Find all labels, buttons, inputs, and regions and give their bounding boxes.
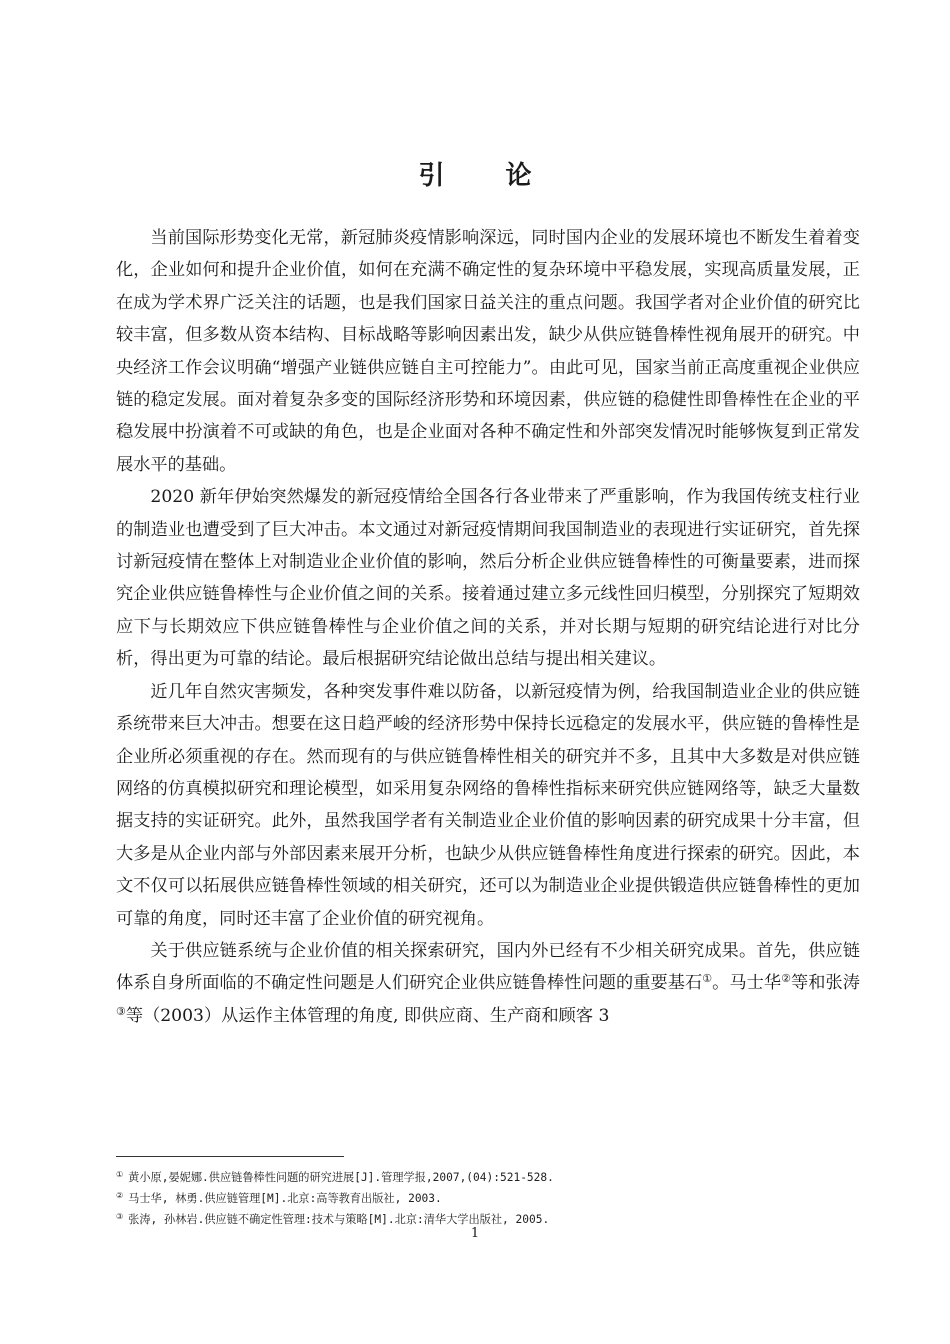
footnote-mark: ② [116, 1191, 124, 1200]
footnote [116, 1166, 860, 1187]
text-segment: 等（2003）从运作主体管理的角度, 即供应商、生产商和顾客 3 [125, 1005, 610, 1026]
chapter-title: 引 论 [418, 161, 558, 191]
text-segment: 等和张涛 [791, 973, 860, 994]
footnote-ref-1[interactable]: ① [702, 972, 713, 986]
footnote-text: 张涛, 孙林岩.供应链不确定性管理:技术与策略[M].北京:清华大学出版社, 2005. [128, 1213, 550, 1226]
footnote-text: 马士华, 林勇.供应链管理[M].北京:高等教育出版社, 2003. [128, 1192, 442, 1205]
paragraph: 当前国际形势变化无常，新冠肺炎疫情影响深远，同时国内企业的发展环境也不断发生着着变化，企业如何和提升企业价值，如何在充满不确定性的复杂环境中平稳发展，实现高质量发展，正在成为学术界广泛关注的话题，也是我们国家日益关注的重点问题。我国学者对企业价值的研究比较丰富，但多数从资本结构、目标战略等影响因素出发，缺少从供应链鲁棒性视角展开的研究。中央经济工作会议明确“增强产业链供应链自主可控能力”。由此可见，国家当前正高度重视企业供应链的稳定发展。面对着复杂多变的国际经济形势和环境因素，供应链的稳健性即鲁棒性在企业的平稳发展中扮演着不可或缺的角色，也是企业面对各种不确定性和外部突发情况时能够恢复到正常发展水平的基础。 [116, 228, 860, 475]
page-number: 1 [470, 1226, 480, 1241]
footnotes [116, 1166, 860, 1229]
footnote-divider [116, 1156, 344, 1157]
footnote-mark: ① [116, 1170, 124, 1179]
footnote [116, 1187, 860, 1208]
body-text [116, 222, 860, 1032]
paragraph: 近几年自然灾害频发，各种突发事件难以防备，以新冠疫情为例，给我国制造业企业的供应链系统带来巨大冲击。想要在这日趋严峻的经济形势中保持长远稳定的发展水平，供应链的鲁棒性是企业所必须重视的存在。然而现有的与供应链鲁棒性相关的研究并不多，且其中大多数是对供应链网络的仿真模拟研究和理论模型，如采用复杂网络的鲁棒性指标来研究供应链网络等，缺乏大量数据支持的实证研究。此外，虽然我国学者有关制造业企业价值的影响因素的研究成果十分丰富，但大多是从企业内部与外部因素来展开分析，也缺少从供应链鲁棒性角度进行探索的研究。因此，本文不仅可以拓展供应链鲁棒性领域的相关研究，还可以为制造业企业提供锻造供应链鲁棒性的更加可靠的角度，同时还丰富了企业价值的研究视角。 [116, 681, 860, 929]
footnote-ref-3[interactable]: ③ [116, 1004, 126, 1018]
paragraph: 2020 新年伊始突然爆发的新冠疫情给全国各行各业带来了严重影响，作为我国传统支柱行业的制造业也遭受到了巨大冲击。本文通过对新冠疫情期间我国制造业的表现进行实证研究，首先探讨新冠疫情在整体上对制造业企业价值的影响，然后分析企业供应链鲁棒性的可衡量要素，进而探究企业供应链鲁棒性与企业价值之间的关系。接着通过建立多元线性回归模型，分别探究了短期效应下与长期效应下供应链鲁棒性与企业价值之间的关系，并对长期与短期的研究结论进行对比分析，得出更为可靠的结论。最后根据研究结论做出总结与提出相关建议。 [116, 487, 860, 670]
footnote-text: 黄小原,晏妮娜.供应链鲁棒性问题的研究进展[J].管理学报,2007,(04):521-528. [128, 1171, 554, 1184]
footnote-mark: ③ [116, 1212, 124, 1221]
footnote-ref-2[interactable]: ② [781, 972, 792, 986]
text-segment: 。马士华 [712, 973, 782, 994]
paragraph-last [116, 935, 860, 1032]
text-segment: 关于供应链系统与企业价值的相关探索研究，国内外已经有不少相关研究成果。首先，供应链体系自身所面临的不确定性问题是人们研究企业供应链鲁棒性问题的重要基石 [116, 940, 860, 994]
